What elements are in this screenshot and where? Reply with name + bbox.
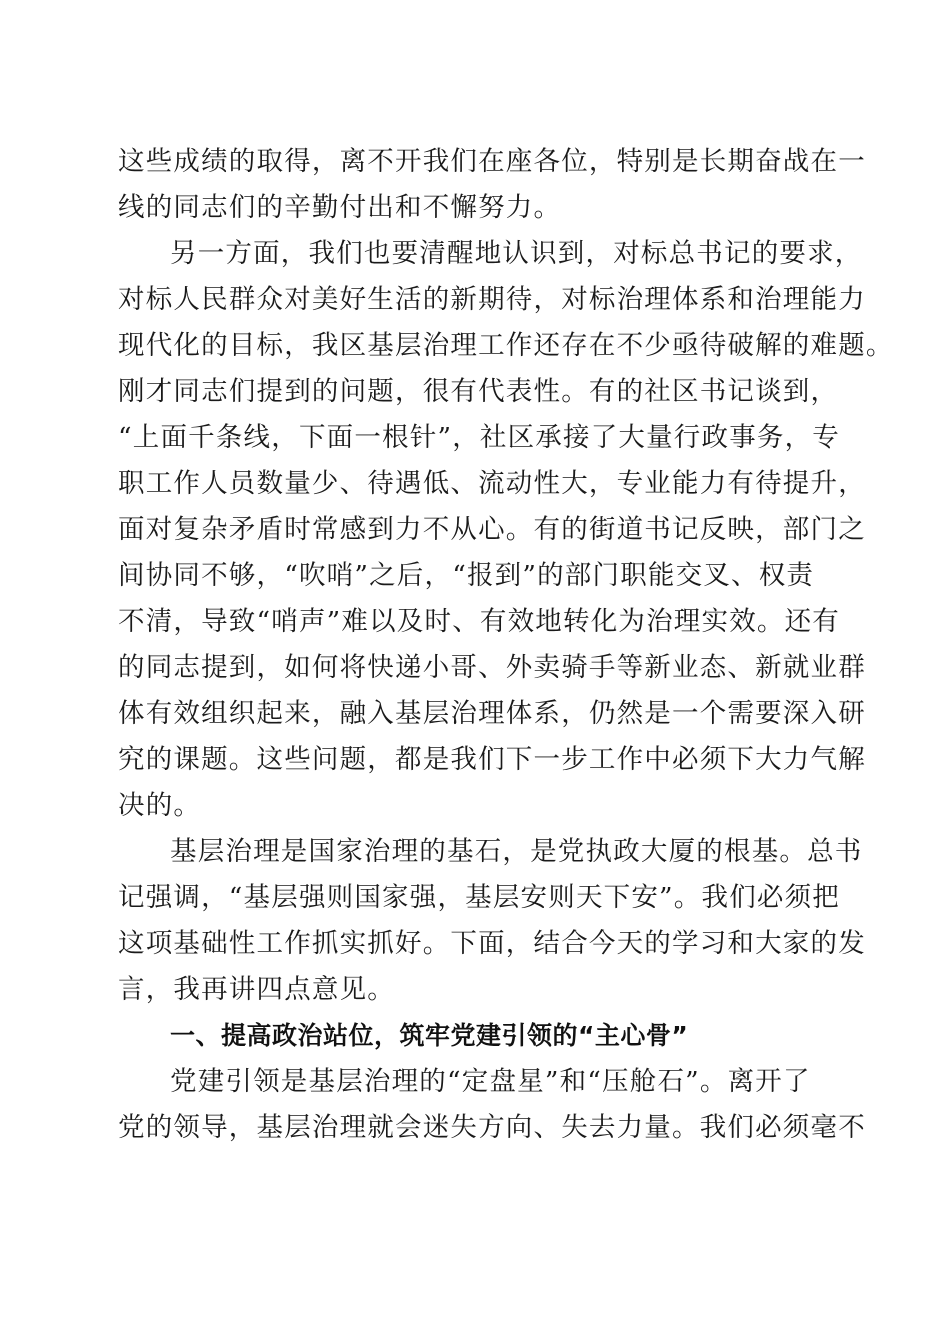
- text-line: 记强调，“基层强则国家强，基层安则天下安”。我们必须把: [118, 882, 840, 913]
- text-line: 体有效组织起来，融入基层治理体系，仍然是一个需要深入研: [118, 698, 866, 729]
- section-heading: 一、提高政治站位，筑牢党建引领的“主心骨”: [170, 1021, 689, 1050]
- text-line: 决的。: [118, 790, 202, 821]
- text-line: 究的课题。这些问题，都是我们下一步工作中必须下大力气解: [118, 744, 866, 775]
- text-line: “上面千条线，下面一根针”，社区承接了大量行政事务，专: [118, 422, 840, 453]
- text-line: 这些成绩的取得，离不开我们在座各位，特别是长期奋战在一: [118, 146, 866, 177]
- text-line: 线的同志们的辛勤付出和不懈努力。: [118, 192, 562, 223]
- text-line: 职工作人员数量少、待遇低、流动性大，专业能力有待提升，: [118, 468, 866, 499]
- text-line: 言，我再讲四点意见。: [118, 974, 395, 1005]
- paragraph-start-line: 党建引领是基层治理的“定盘星”和“压舱石”。离开了: [170, 1066, 811, 1097]
- text-line: 现代化的目标，我区基层治理工作还存在不少亟待破解的难题。: [118, 330, 894, 361]
- text-line: 对标人民群众对美好生活的新期待，对标治理体系和治理能力: [118, 284, 866, 315]
- text-line: 刚才同志们提到的问题，很有代表性。有的社区书记谈到，: [118, 376, 839, 407]
- text-line: 的同志提到，如何将快递小哥、外卖骑手等新业态、新就业群: [118, 652, 866, 683]
- text-line: 间协同不够，“吹哨”之后，“报到”的部门职能交叉、权责: [118, 560, 815, 591]
- paragraph-start-line: 另一方面，我们也要清醒地认识到，对标总书记的要求，: [170, 238, 863, 269]
- text-line: 面对复杂矛盾时常感到力不从心。有的街道书记反映，部门之: [118, 514, 866, 545]
- paragraph-start-line: 基层治理是国家治理的基石，是党执政大厦的根基。总书: [170, 836, 863, 867]
- text-line: 党的领导，基层治理就会迷失方向、失去力量。我们必须毫不: [118, 1112, 866, 1143]
- text-line: 这项基础性工作抓实抓好。下面，结合今天的学习和大家的发: [118, 928, 866, 959]
- text-line: 不清，导致“哨声”难以及时、有效地转化为治理实效。还有: [118, 606, 840, 637]
